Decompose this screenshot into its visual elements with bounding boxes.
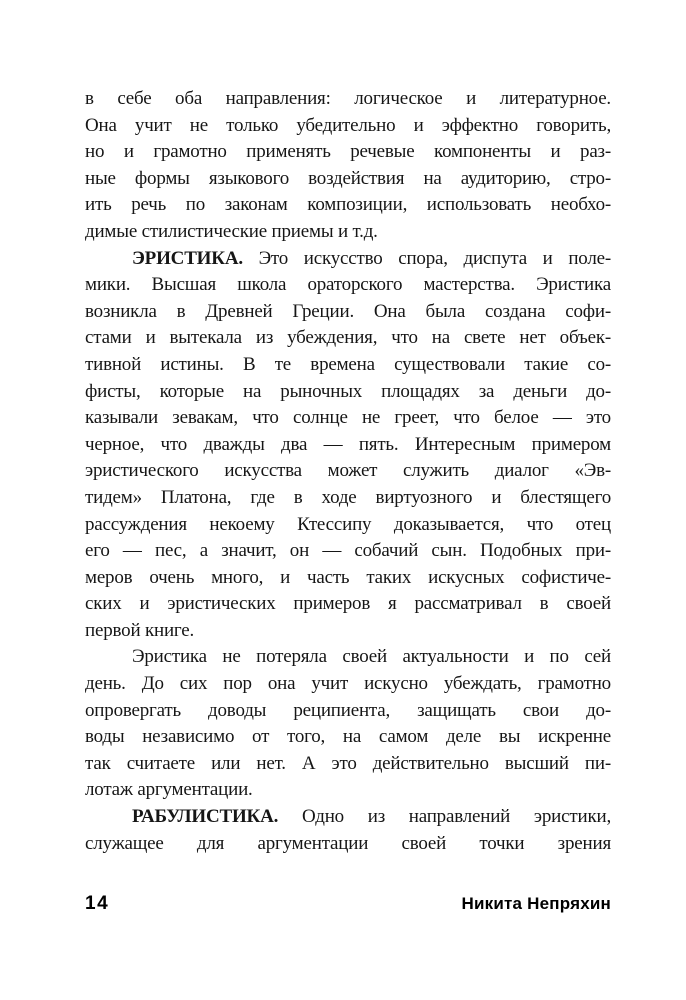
text-line: в себе оба направления: логическое и литературное.: [85, 88, 611, 109]
text-line: ные формы языкового воздействия на аудиторию, стро-: [85, 167, 611, 189]
text-line: первой книге.: [85, 619, 195, 641]
term-heading: РАБУЛИСТИКА.: [132, 806, 279, 828]
text-line: тивной истины. В те времена существовали такие со-: [85, 353, 611, 375]
text-line: меров очень много, и часть таких искусных софистиче-: [85, 566, 611, 588]
text-line: но и грамотно применять речевые компоненты и раз-: [85, 141, 611, 163]
text-line: опровергать доводы реципиента, защищать свои до-: [85, 699, 611, 721]
text-line: Она учит не только убедительно и эффектно говорить,: [85, 114, 611, 136]
text-line: черное, что дважды два — пять. Интересным примером: [85, 433, 611, 455]
text-line: служащее для аргументации своей точки зрения: [85, 832, 611, 854]
running-head-author: Никита Непряхин: [461, 894, 611, 913]
text-line: ЭРИСТИКА. Это искусство спора, диспута и поле-: [132, 247, 611, 269]
page-number: 14: [85, 893, 110, 914]
text-line: лотаж аргументации.: [85, 779, 253, 801]
para-eristics: [85, 246, 611, 645]
text-line: возникла в Древней Греции. Она была создана софи-: [85, 300, 611, 322]
text-line: ить речь по законам композиции, использовать необхо-: [85, 194, 611, 216]
text-line: так считаете или нет. А это действительно высший пи-: [85, 752, 611, 774]
text-line: стами и вытекала из убеждения, что на свете нет объек-: [85, 327, 611, 349]
para-rhetoric-continuation: [85, 86, 611, 246]
text-line: эристического искусства может служить диалог «Эв-: [85, 460, 611, 482]
para-rabulistics: [85, 804, 611, 857]
text-line: димые стилистические приемы и т.д.: [85, 220, 378, 242]
page-footer: [85, 893, 611, 915]
term-heading: ЭРИСТИКА.: [132, 247, 243, 269]
text-line: рассуждения некоему Ктессипу доказывается, что отец: [85, 513, 611, 535]
text-line: мики. Высшая школа ораторского мастерства. Эристика: [85, 274, 611, 296]
text-line: его — пес, а значит, он — собачий сын. Подобных при-: [85, 540, 611, 562]
text-line: ских и эристических примеров я рассматривал в своей: [85, 593, 611, 615]
text-line: день. До сих пор она учит искусно убеждать, грамотно: [85, 673, 611, 695]
text-line: фисты, которые на рыночных площадях за деньги до-: [85, 380, 611, 402]
text-line: РАБУЛИСТИКА. Одно из направлений эристики,: [132, 806, 611, 828]
text-line: тидем» Платона, где в ходе виртуозного и блестящего: [85, 486, 611, 508]
text-line: Эристика не потеряла своей актуальности и по сей: [132, 646, 611, 668]
text-line: казывали зевакам, что солнце не греет, что белое — это: [85, 407, 611, 429]
text-line: воды независимо от того, на самом деле вы искренне: [85, 726, 611, 748]
page-text: [85, 86, 611, 857]
para-eristics-today: [85, 644, 611, 804]
